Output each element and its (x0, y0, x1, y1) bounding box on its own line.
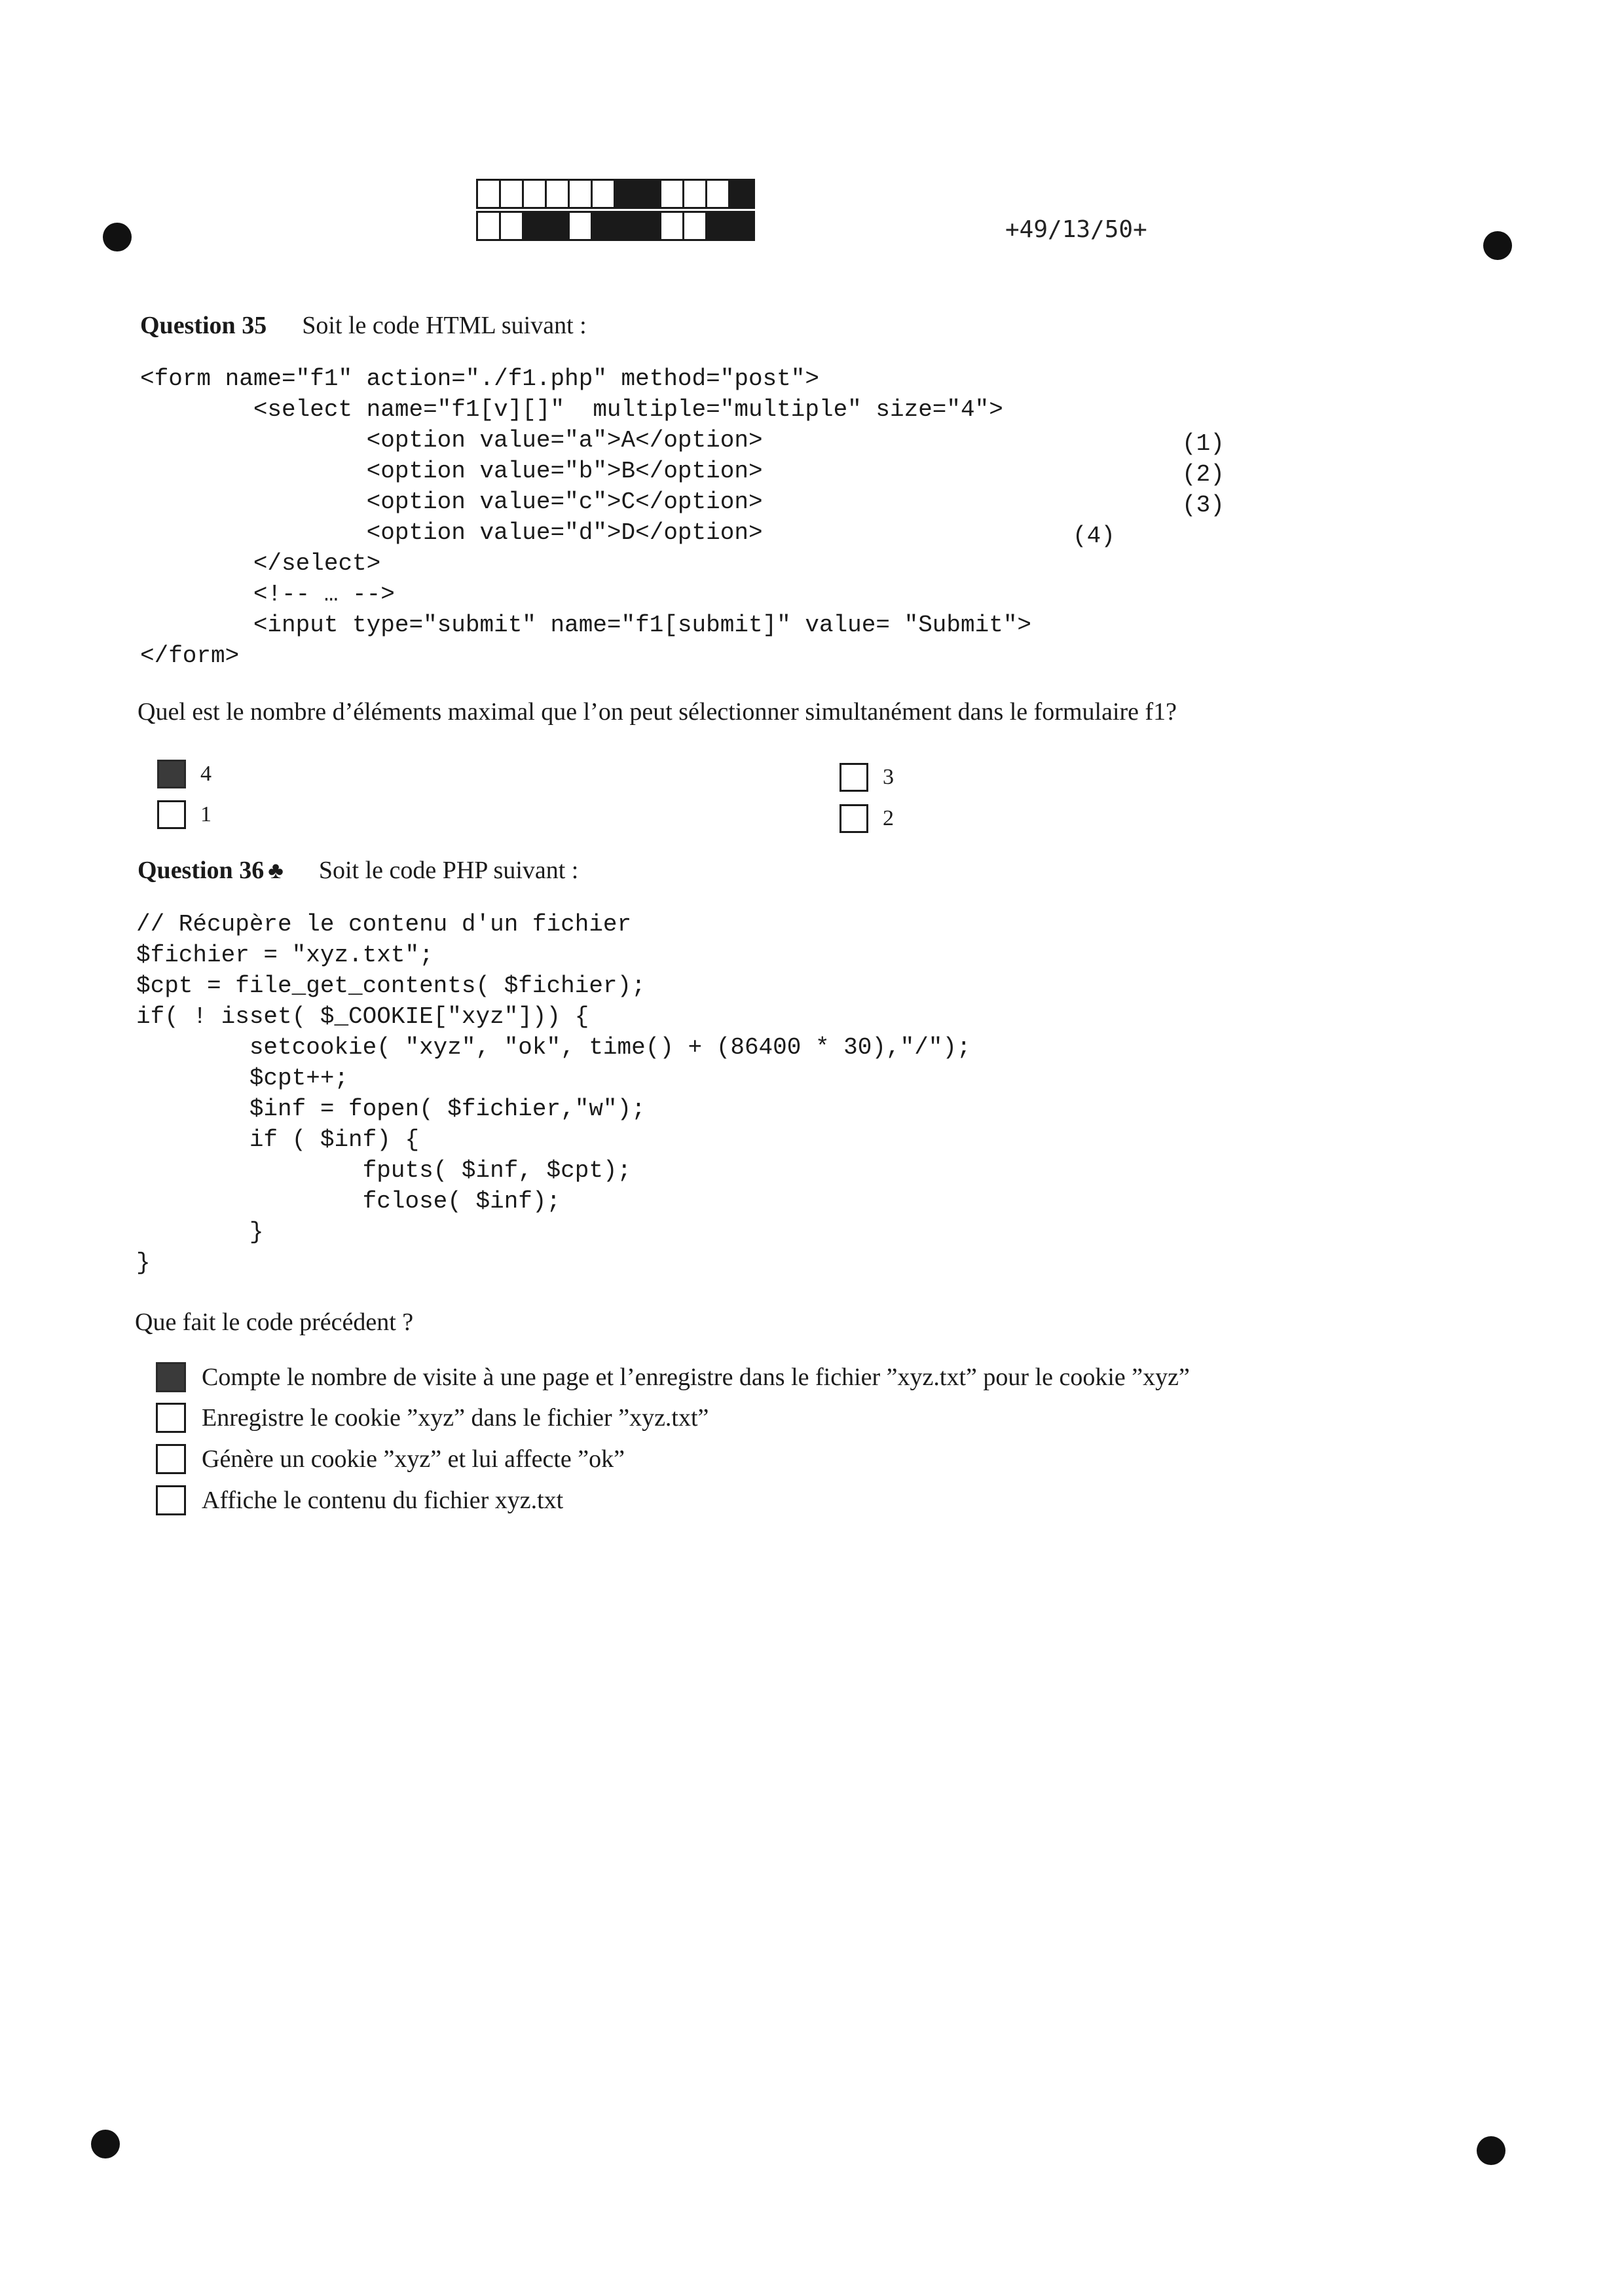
checkbox[interactable] (157, 800, 186, 829)
answer-choice[interactable] (156, 1403, 709, 1433)
code-line: <option value="d">D</option> (140, 519, 763, 546)
answer-choice[interactable] (840, 763, 894, 792)
code-line: if ( $inf) { (136, 1126, 420, 1153)
barcode-cell (478, 181, 501, 207)
code-line: $cpt++; (136, 1065, 349, 1092)
barcode-cell (593, 181, 616, 207)
barcode-cell (707, 213, 730, 239)
barcode-cell (547, 213, 570, 239)
code-line: <form name="f1" action="./f1.php" method="post"> (140, 365, 819, 392)
barcode-cell (684, 213, 707, 239)
barcode-cell (478, 213, 501, 239)
barcode-cell (570, 181, 593, 207)
checkbox[interactable] (156, 1403, 186, 1433)
choice-label: 2 (883, 806, 894, 830)
registration-dot-top-left (103, 223, 132, 251)
code-line: <option value="c">C</option> (140, 489, 763, 515)
answer-choice[interactable] (156, 1362, 1190, 1392)
barcode-row-1 (476, 179, 755, 209)
question-intro: Soit le code HTML suivant : (302, 312, 587, 339)
choice-label: 1 (200, 802, 212, 826)
barcode-cell (730, 213, 753, 239)
choice-label: 4 (200, 762, 212, 786)
code-line: <option value="b">B</option> (140, 458, 763, 485)
checkbox[interactable] (156, 1362, 186, 1392)
line-marker-1: (1) (1182, 430, 1225, 457)
code-line: } (136, 1219, 264, 1246)
choice-label: Génère un cookie ”xyz” et lui affecte ”ok” (202, 1445, 625, 1473)
code-line: <select name="f1[v][]" multiple="multiple" size="4"> (140, 396, 1003, 423)
line-marker-3: (3) (1182, 492, 1225, 519)
barcode-cell (661, 181, 684, 207)
barcode-cell (547, 181, 570, 207)
code-line: $inf = fopen( $fichier,"w"); (136, 1096, 646, 1122)
registration-dot-top-right (1483, 231, 1512, 260)
choice-label: 3 (883, 765, 894, 789)
question-35-prompt: Quel est le nombre d’éléments maximal que l’on peut sélectionner simultanément dans le formulaire f1? (138, 698, 1177, 726)
question-number: Question 36 (138, 857, 265, 884)
code-line: <!-- … --> (140, 581, 395, 608)
registration-dot-bottom-right (1477, 2136, 1505, 2165)
question-36-header (138, 856, 578, 885)
answer-choice[interactable] (840, 804, 894, 833)
question-intro: Soit le code PHP suivant : (318, 857, 579, 884)
choice-label: Compte le nombre de visite à une page et l’enregistre dans le fichier ”xyz.txt” pour le cookie ”xyz” (202, 1363, 1190, 1391)
html-code-block (140, 363, 1031, 671)
line-marker-4: (4) (1073, 523, 1115, 549)
code-line: <input type="submit" name="f1[submit]" value= "Submit"> (140, 612, 1032, 639)
checkbox[interactable] (156, 1444, 186, 1474)
club-icon: ♣ (268, 857, 284, 883)
barcode-cell (524, 181, 547, 207)
barcode-cell (593, 213, 616, 239)
barcode-cell (501, 213, 524, 239)
barcode-row-2 (476, 211, 755, 241)
php-code-block (136, 909, 971, 1278)
code-line: // Récupère le contenu d'un fichier (136, 911, 632, 938)
barcode-cell (661, 213, 684, 239)
barcode-cell (570, 213, 593, 239)
checkbox[interactable] (156, 1485, 186, 1515)
choice-label: Affiche le contenu du fichier xyz.txt (202, 1487, 564, 1514)
barcode-cell (616, 213, 638, 239)
question-36-prompt: Que fait le code précédent ? (135, 1308, 414, 1336)
code-line: } (136, 1250, 151, 1276)
checkbox[interactable] (840, 763, 868, 792)
code-line: </select> (140, 550, 381, 577)
code-line: </form> (140, 642, 240, 669)
code-line: fputs( $inf, $cpt); (136, 1157, 632, 1184)
barcode-cell (638, 181, 661, 207)
code-line: setcookie( "xyz", "ok", time() + (86400 * 30),"/"); (136, 1034, 971, 1061)
answer-choice[interactable] (156, 1485, 563, 1515)
page-id: +49/13/50+ (1005, 216, 1147, 243)
line-marker-2: (2) (1182, 461, 1225, 488)
checkbox[interactable] (157, 760, 186, 788)
answer-choice[interactable] (157, 800, 212, 829)
code-line: $cpt = file_get_contents( $fichier); (136, 972, 646, 999)
barcode-cell (730, 181, 753, 207)
barcode-cell (638, 213, 661, 239)
code-line: fclose( $inf); (136, 1188, 561, 1215)
question-number: Question 35 (140, 312, 267, 339)
barcode-cell (501, 181, 524, 207)
registration-dot-bottom-left (91, 2130, 120, 2158)
checkbox[interactable] (840, 804, 868, 833)
barcode-cell (616, 181, 638, 207)
choice-label: Enregistre le cookie ”xyz” dans le fichier ”xyz.txt” (202, 1404, 709, 1432)
code-line: $fichier = "xyz.txt"; (136, 942, 434, 969)
code-line: if( ! isset( $_COOKIE["xyz"])) { (136, 1003, 589, 1030)
answer-choice[interactable] (156, 1444, 625, 1474)
code-line: <option value="a">A</option> (140, 427, 763, 454)
barcode-cell (684, 181, 707, 207)
answer-choice[interactable] (157, 760, 212, 788)
barcode-cell (524, 213, 547, 239)
question-35-header (140, 311, 587, 340)
barcode-cell (707, 181, 730, 207)
